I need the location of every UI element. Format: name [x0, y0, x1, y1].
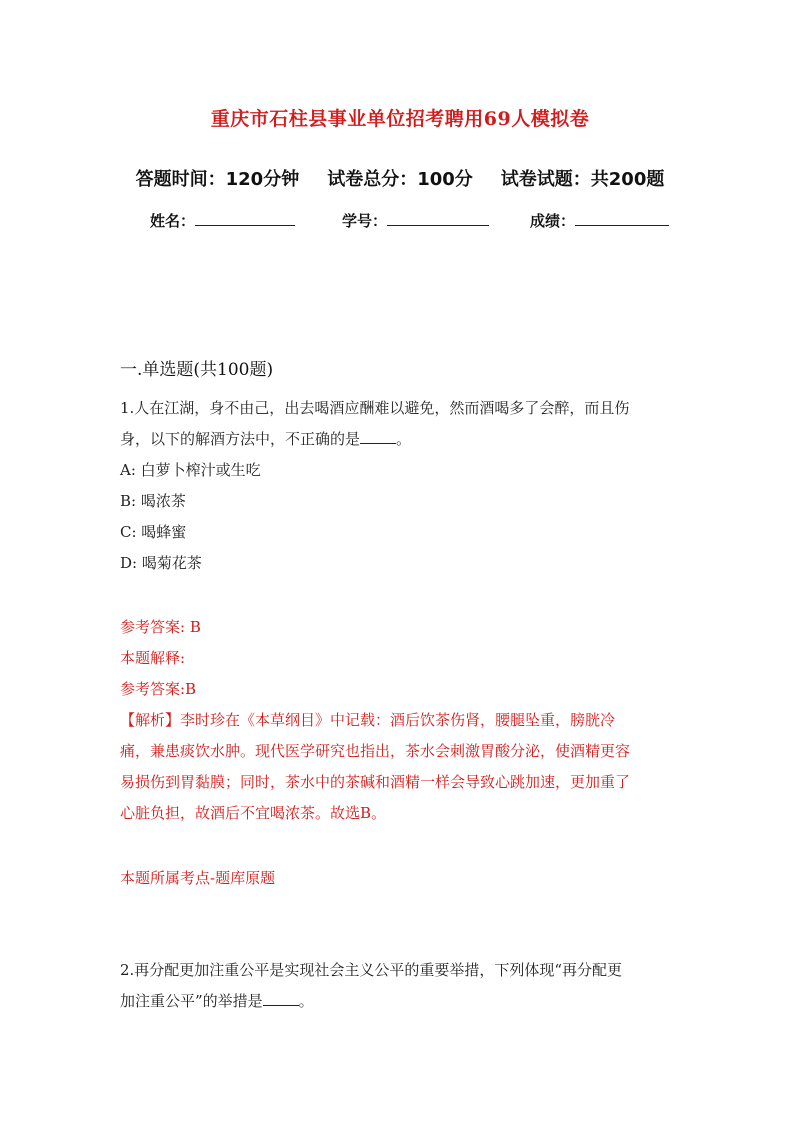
exam-time: 答题时间：120分钟 [135, 169, 300, 190]
student-id-blank [387, 211, 489, 226]
answer-blank [263, 991, 299, 1006]
grade-field [530, 210, 669, 231]
analysis-line-3: 易损伤到胃黏膜；同时，茶水中的茶碱和酒精一样会导致心跳加速，更加重了 [120, 773, 631, 791]
option-b: B: 喝浓茶 [120, 492, 186, 510]
exam-meta-row [0, 165, 800, 191]
question-2 [120, 955, 680, 1017]
question-1-stem-line2: 身，以下的解酒方法中，不正确的是 。 [120, 430, 412, 448]
analysis-line-4: 心脏负担，故酒后不宜喝浓茶。故选B。 [120, 804, 387, 822]
question-1-topic: 本题所属考点-题库原题 [120, 869, 276, 887]
exam-question-count: 试卷试题：共200题 [500, 169, 665, 190]
question-1-answer-block [120, 612, 680, 829]
question-2-stem-line2: 加注重公平”的举措是 。 [120, 992, 314, 1010]
reference-answer: 参考答案: B [120, 618, 201, 636]
student-id-label: 学号： [342, 212, 388, 230]
grade-blank [575, 211, 669, 226]
option-a: A: 白萝卜榨汁或生吃 [120, 461, 261, 479]
name-label: 姓名： [150, 212, 196, 230]
grade-label: 成绩： [530, 212, 576, 230]
exam-total-score: 试卷总分：100分 [327, 169, 473, 190]
student-id-field [342, 210, 489, 231]
question-1-stem-line1: 1.人在江湖，身不由己，出去喝酒应酬难以避免，然而酒喝多了会醉，而且伤 [120, 399, 630, 417]
name-blank [195, 211, 295, 226]
section-title: 一.单选题(共100题) [120, 360, 274, 380]
reference-answer-2: 参考答案:B [120, 680, 197, 698]
option-d: D: 喝菊花茶 [120, 554, 202, 572]
answer-blank [360, 429, 396, 444]
analysis-line-1: 【解析】李时珍在《本草纲目》中记载：酒后饮茶伤肾，腰腿坠重，膀胱冷 [120, 711, 616, 729]
option-c: C: 喝蜂蜜 [120, 523, 187, 541]
name-field [150, 210, 295, 231]
question-2-stem-line1: 2.再分配更加注重公平是实现社会主义公平的重要举措，下列体现“再分配更 [120, 961, 622, 979]
question-1 [120, 393, 680, 579]
analysis-line-2: 痛，兼患痰饮水肿。现代医学研究也指出，茶水会刺激胃酸分泌，使酒精更容 [120, 742, 631, 760]
exam-title: 重庆市石柱县事业单位招考聘用69人模拟卷 [210, 108, 590, 130]
explanation-label: 本题解释: [120, 649, 186, 667]
